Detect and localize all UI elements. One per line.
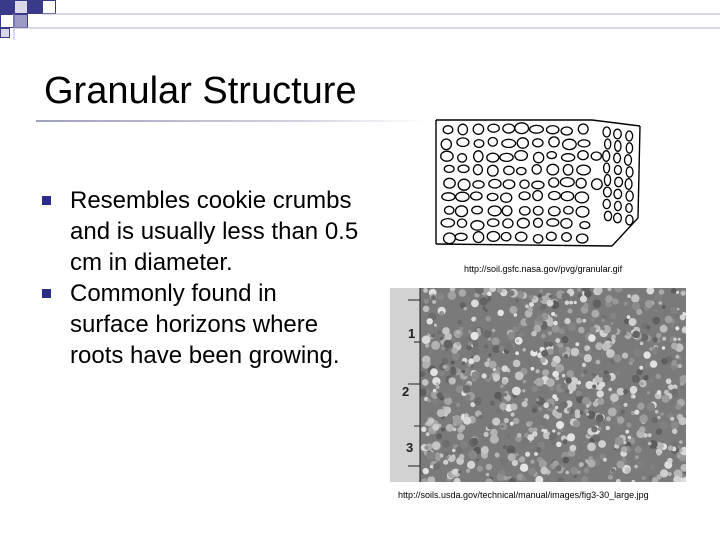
slide-title: Granular Structure — [44, 70, 357, 112]
ruler-label: 2 — [402, 384, 410, 399]
square-bullet-icon — [42, 196, 51, 205]
bullet-item — [40, 278, 360, 371]
ruler-label: 3 — [406, 440, 414, 455]
ruler-label: 1 — [408, 326, 416, 341]
square-bullet-icon — [42, 289, 51, 298]
figure-caption-top: http://soil.gsfc.nasa.gov/pvg/granular.gif — [464, 264, 623, 274]
granular-structure-drawing — [432, 118, 642, 256]
bullet-list — [40, 185, 360, 371]
corner-decoration — [0, 0, 720, 40]
figure-caption-bottom: http://soils.usda.gov/technical/manual/images/fig3-30_large.jpg — [398, 490, 649, 500]
bullet-text: Commonly found in surface horizons where roots have been growing. — [70, 280, 340, 369]
title-underline — [36, 120, 426, 122]
bullet-text: Resembles cookie crumbs and is usually less than 0.5 cm in diameter. — [70, 187, 359, 276]
bullet-item — [40, 185, 360, 278]
soil-photo — [390, 288, 686, 482]
